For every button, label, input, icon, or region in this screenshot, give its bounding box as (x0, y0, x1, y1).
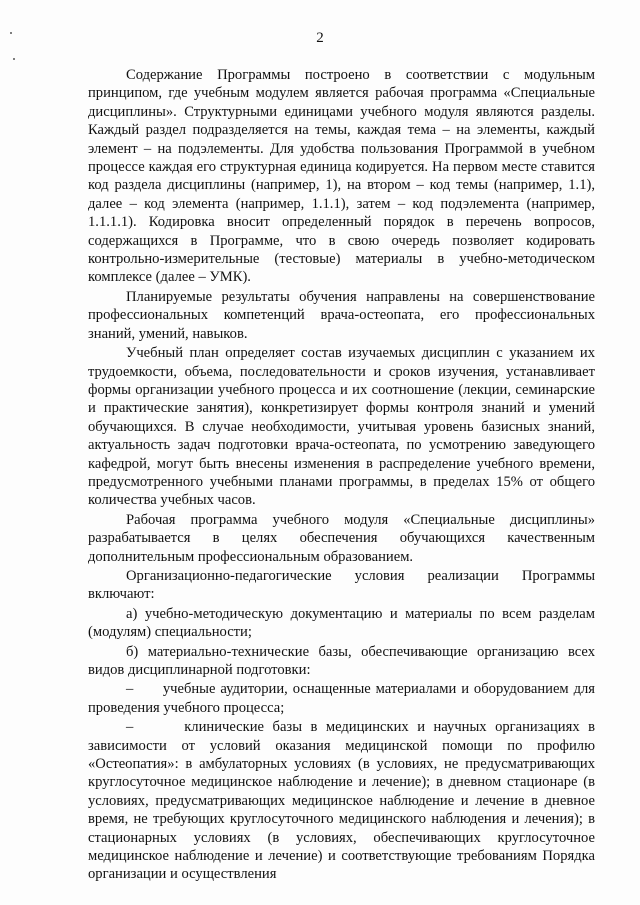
paragraph-program-structure: Содержание Программы построено в соответствии с модульным принципом, где учебным модулем является рабочая программа «Специальные дисциплины». Структурными единицами учебного модуля являются разделы. Каждый раздел подразделяется на темы, каждая тема – на элементы, каждый элемент – на подэлементы. Для удобства пользования Программой в учебном процессе каждая его структурная единица кодируется. На первом месте ставится код раздела дисциплины (например, 1), на втором – код темы (например, 1.1), далее – код элемента (например, 1.1.1), затем – код подэлемента (например, 1.1.1.1). Кодировка вносит определенный порядок в перечень вопросов, содержащихся в Программе, что в свою очередь позволяет кодировать контрольно-измерительные (тестовые) материалы в учебно-методическом комплексе (далее – УМК). (88, 67, 595, 286)
paragraph-work-program: Рабочая программа учебного модуля «Специальные дисциплины» разрабатывается в целях обеспечения обучающихся качественным дополнительным профессиональным образованием. (88, 511, 595, 565)
body-text (88, 66, 595, 884)
dash-item-classrooms: – учебные аудитории, оснащенные материалами и оборудованием для проведения учебного процесса; (88, 681, 595, 716)
dash-item-clinical-bases: – клинические базы в медицинских и научных организациях в зависимости от условий оказания медицинской помощи по профилю «Остеопатия»: в амбулаторных условиях (в условиях, не предусматривающих круглосуточное медицинское наблюдение и лечение); в дневном стационаре (в условиях, предусматривающих медицинское наблюдение и лечение в дневное время, не требующих круглосуточного медицинского наблюдения и лечения); в стационарных условиях (в условиях, обеспечивающих круглосуточное медицинское наблюдение и лечение) и соответствующие требованиям Порядка организации и осуществления (88, 719, 595, 883)
paragraph-curriculum: Учебный план определяет состав изучаемых дисциплин с указанием их трудоемкости, объема, последовательности и сроков изучения, устанавливает формы организации учебного процесса и их соотношение (лекции, семинарские и практические занятия), конкретизирует формы контроля знаний и умений обучающихся. В случае необходимости, учитывая уровень базисных знаний, актуальность задач подготовки врача-остеопата, по усмотрению заведующего кафедрой, могут быть внесены изменения в распределение учебного времени, предусмотренного учебными планами программы, в пределах 15% от общего количества учебных часов. (88, 345, 595, 509)
page-number: 2 (316, 30, 324, 46)
list-item-a: а) учебно-методическую документацию и материалы по всем разделам (модулям) специальности; (88, 605, 595, 641)
paragraph-conditions-intro: Организационно-педагогические условия реализации Программы включают: (88, 567, 595, 603)
paragraph-learning-outcomes: Планируемые результаты обучения направлены на совершенствование профессиональных компетенций врача-остеопата, его профессиональных знаний, умений, навыков. (88, 288, 595, 342)
list-item-b: б) материально-технические базы, обеспечивающие организацию всех видов дисциплинарной подготовки: (88, 643, 595, 678)
scan-speck (13, 58, 15, 60)
